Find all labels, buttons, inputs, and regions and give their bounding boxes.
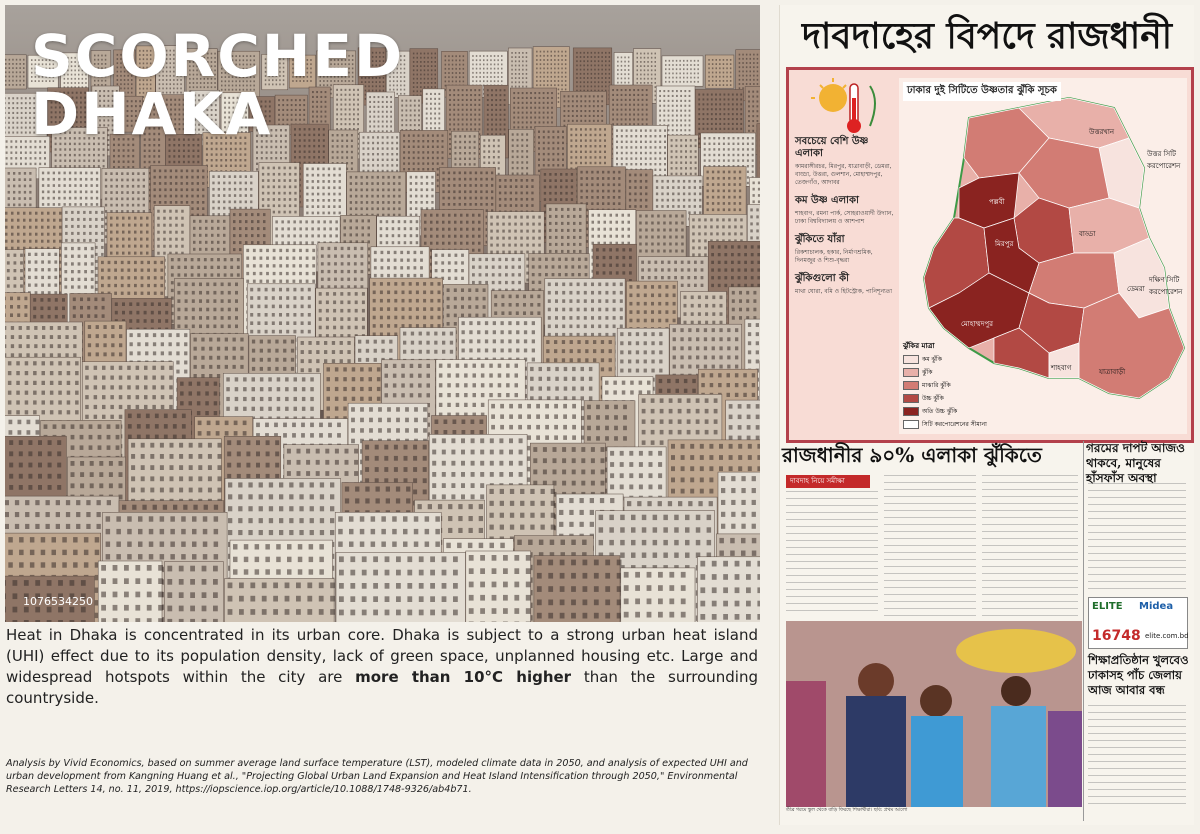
label-uttara: উত্তরখান xyxy=(1089,128,1115,136)
legend-label: অতি উচ্চ ঝুঁকি xyxy=(922,408,958,415)
legend-item xyxy=(903,354,1013,365)
label-north-city: উত্তর সিটি করপোরেশন xyxy=(1147,150,1181,170)
sidebar-section-head: সবচেয়ে বেশি উষ্ণ এলাকা xyxy=(795,136,869,159)
legend-item xyxy=(903,406,1013,417)
label-demra: ডেমরা xyxy=(1127,285,1145,293)
label-shahbagh: শাহবাগ xyxy=(1051,364,1072,372)
title-line-2: DHAKA xyxy=(31,80,273,148)
legend-swatch xyxy=(903,420,919,429)
side-headline: গরমের দাপট আজও থাকবে, মানুষের হাঁসফাঁস অবস্থা xyxy=(1086,441,1185,485)
legend-swatch xyxy=(903,368,919,377)
ad-hotline: 16748 xyxy=(1092,628,1141,644)
sub-headline: রাজধানীর ৯০% এলাকা ঝুঁকিতে xyxy=(782,443,1042,467)
text-column-side xyxy=(1088,483,1186,591)
story-tag: দাবদাহ নিয়ে সমীক্ষা xyxy=(786,475,870,488)
sidebar-sections xyxy=(795,136,895,296)
sidebar-section-head: ঝুঁকিগুলো কী xyxy=(795,273,850,284)
image-id: 1076534250 xyxy=(23,595,93,608)
sidebar-section xyxy=(795,273,895,296)
legend-label: ঝুঁকি xyxy=(922,369,933,376)
ad-brand: ELITE xyxy=(1092,601,1123,612)
legend-item xyxy=(903,367,1013,378)
students-photo xyxy=(786,621,1082,807)
caption-text-1: Heat in Dhaka is concentrated in its urban core. Dhaka is subject to a strong urban heat island (UHI) effect due to its population density, lack of green space, unplanned housing etc. Large and widespread hotspots within the city are xyxy=(6,626,758,686)
legend-swatch xyxy=(903,355,919,364)
legend-label: মাঝারি ঝুঁকি xyxy=(922,382,951,389)
photo-caption: তীব্র গরমে স্কুল থেকে বাড়ি ফিরছে শিক্ষার্থীরা। ছবি: প্রথম আলো xyxy=(786,808,908,813)
source-note: Analysis by Vivid Economics, based on summer average land surface temperature (LST), modeled climate data in 2050, and analysis of expected UHI and urban development from Kangning Huang et al., "Projecting Global Urban Land Expansion and Heat Island Intensification through 2050," Environmental Research Letters 14, no. 11, 2019, https://iopscience.iop.org/article/10.1088/1748-9326/ab4b71. xyxy=(6,758,748,796)
legend-title: ঝুঁকির মাত্রা xyxy=(903,342,935,350)
poster-title xyxy=(31,22,405,148)
label-badda: বাড্ডা xyxy=(1079,230,1096,238)
caption-bold: more than 10°C higher xyxy=(355,668,572,686)
newspaper-headline: দাবদাহের বিপদে রাজধানী xyxy=(802,15,1172,57)
legend-swatch xyxy=(903,394,919,403)
text-column-2 xyxy=(884,475,976,617)
label-south-city: দক্ষিণ সিটি করপোরেশন xyxy=(1149,276,1183,296)
column-divider xyxy=(1083,441,1084,821)
ad-brand-2: Midea xyxy=(1139,601,1174,612)
label-mohammadpur: মোহাম্মদপুর xyxy=(961,320,993,328)
thermometer-sun-icon xyxy=(795,76,895,136)
elite-advertisement xyxy=(1088,597,1188,649)
caption-text-2: than the surrounding countryside. xyxy=(6,668,758,707)
legend-item xyxy=(903,380,1013,391)
text-column-3 xyxy=(982,475,1078,617)
label-jatrabari: যাত্রাবাড়ী xyxy=(1099,368,1126,376)
legend-label: কম ঝুঁকি xyxy=(922,356,942,363)
legend-item xyxy=(903,393,1013,404)
legend-item xyxy=(903,419,1013,430)
heat-risk-infobox xyxy=(786,67,1194,443)
sidebar-section xyxy=(795,195,895,226)
label-pallabi: পল্লবী xyxy=(989,198,1005,206)
infobox-sidebar xyxy=(795,76,895,428)
text-column-school xyxy=(1088,705,1186,805)
sidebar-section-text: মাথা ঘোরা, বমি ও হিটস্ট্রোক, পানিশূন্যতা xyxy=(795,288,893,295)
legend-label: সিটি করপোরেশনের সীমানা xyxy=(922,421,987,428)
title-line-1: SCORCHED xyxy=(31,22,405,90)
legend-label: উচ্চ ঝুঁকি xyxy=(922,395,944,402)
map-title: ঢাকার দুই সিটিতে উষ্ণতার ঝুঁকি সূচক xyxy=(903,82,1061,101)
sidebar-section xyxy=(795,136,895,187)
sidebar-section-text: রিকশাচালক, হকার, নির্মাণশ্রমিক, দিনমজুর ও শিশু-বৃদ্ধরা xyxy=(795,249,873,264)
sidebar-section xyxy=(795,234,895,265)
text-column-1 xyxy=(786,491,878,617)
map-legend xyxy=(903,340,1013,430)
heat-risk-map xyxy=(899,78,1187,434)
city-photo xyxy=(5,5,760,622)
sidebar-section-head: কম উষ্ণ এলাকা xyxy=(795,195,859,206)
sidebar-section-text: শাহবাগ, রমনা পার্ক, সোহরাওয়ার্দী উদ্যান, ঢাকা বিশ্ববিদ্যালয় ও আশপাশ xyxy=(795,210,894,225)
sidebar-section-text: কামরাঙ্গীরচর, মিরপুর, যাত্রাবাড়ী, ডেমরা, বাড্ডা, উত্তরা, গুলশান, মোহাম্মদপুর, তেজগাঁও, আদাবর xyxy=(795,163,892,186)
label-mirpur: মিরপুর xyxy=(995,240,1014,248)
caption xyxy=(6,625,758,709)
newspaper-page xyxy=(779,5,1194,825)
legend-swatch xyxy=(903,381,919,390)
ad-url: elite.com.bd xyxy=(1145,632,1189,640)
sidebar-section-head: ঝুঁকিতে যাঁরা xyxy=(795,234,845,245)
school-headline: শিক্ষাপ্রতিষ্ঠান খুলবেও ঢাকাসহ পাঁচ জেলায় আজ আবার বন্ধ xyxy=(1088,653,1189,697)
legend-swatch xyxy=(903,407,919,416)
